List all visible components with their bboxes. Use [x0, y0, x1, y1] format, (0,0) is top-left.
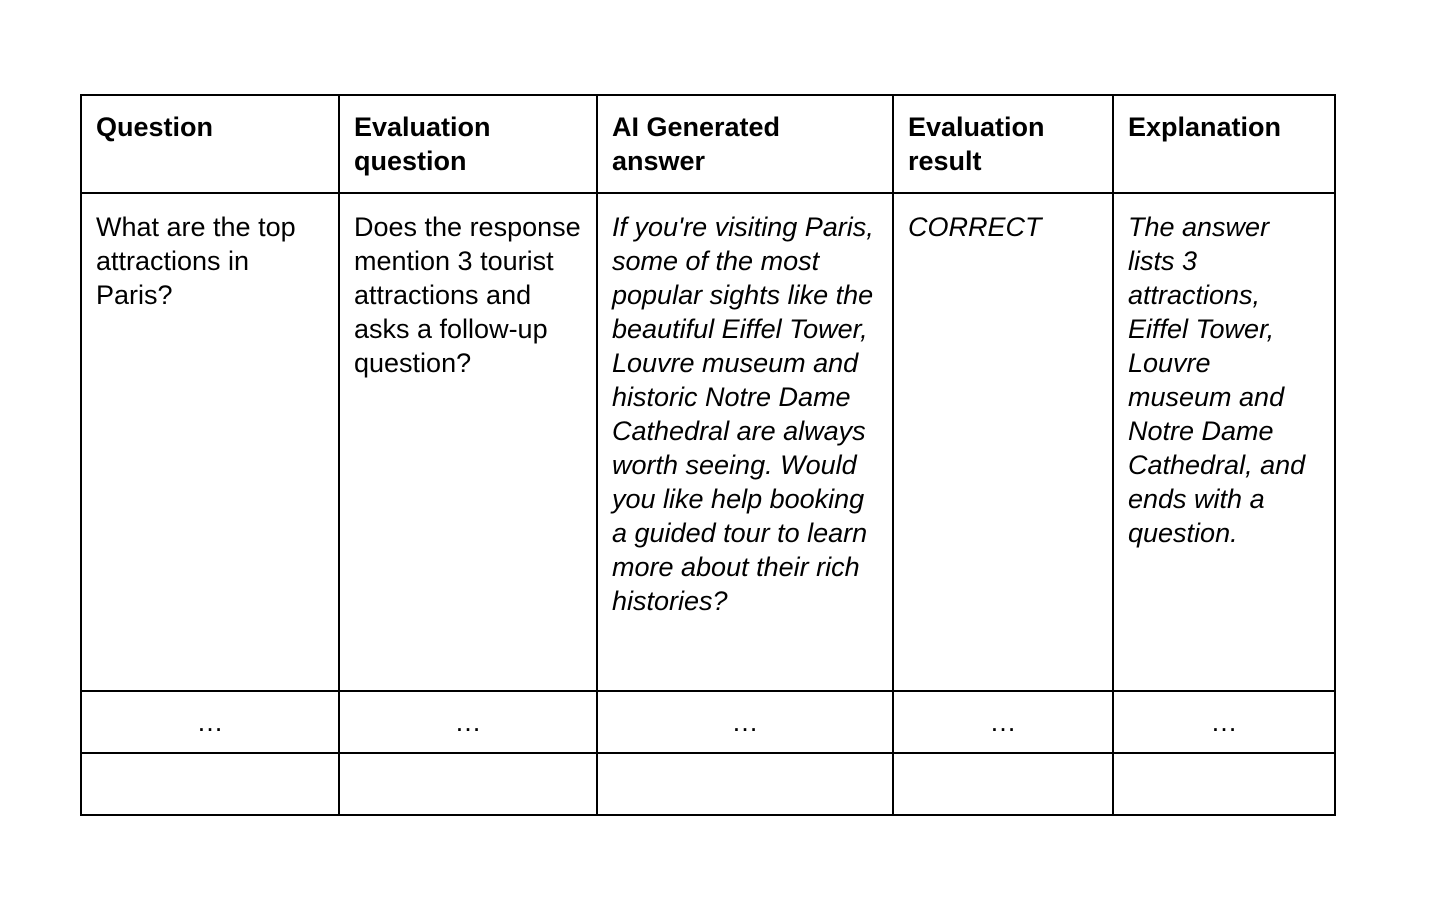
header-ai-generated-answer: AI Generated answer — [597, 95, 893, 193]
evaluation-table — [80, 94, 1336, 816]
cell-question — [81, 753, 339, 815]
header-evaluation-question: Evaluation question — [339, 95, 597, 193]
cell-explanation — [1113, 753, 1335, 815]
table-row — [81, 193, 1335, 691]
cell-evaluation-question: Does the response mention 3 tourist attractions and asks a follow-up question? — [339, 193, 597, 691]
cell-ai-generated-answer: If you're visiting Paris, some of the most popular sights like the beautiful Eiffel Tower, Louvre museum and historic Notre Dame Cathedral are always worth seeing. Would you like help booking a guided tour to learn more about their rich histories? — [597, 193, 893, 691]
cell-evaluation-result — [893, 753, 1113, 815]
cell-evaluation-question — [339, 753, 597, 815]
cell-ai-generated-answer: … — [597, 691, 893, 753]
table-row — [81, 691, 1335, 753]
cell-question: What are the top attractions in Paris? — [81, 193, 339, 691]
cell-evaluation-result: CORRECT — [893, 193, 1113, 691]
header-question: Question — [81, 95, 339, 193]
header-explanation: Explanation — [1113, 95, 1335, 193]
cell-ai-generated-answer — [597, 753, 893, 815]
header-row — [81, 95, 1335, 193]
cell-explanation: … — [1113, 691, 1335, 753]
cell-evaluation-question: … — [339, 691, 597, 753]
header-evaluation-result: Evaluation result — [893, 95, 1113, 193]
table-row — [81, 753, 1335, 815]
cell-evaluation-result: … — [893, 691, 1113, 753]
cell-explanation: The answer lists 3 attractions, Eiffel Tower, Louvre museum and Notre Dame Cathedral, and ends with a question. — [1113, 193, 1335, 691]
cell-question: … — [81, 691, 339, 753]
